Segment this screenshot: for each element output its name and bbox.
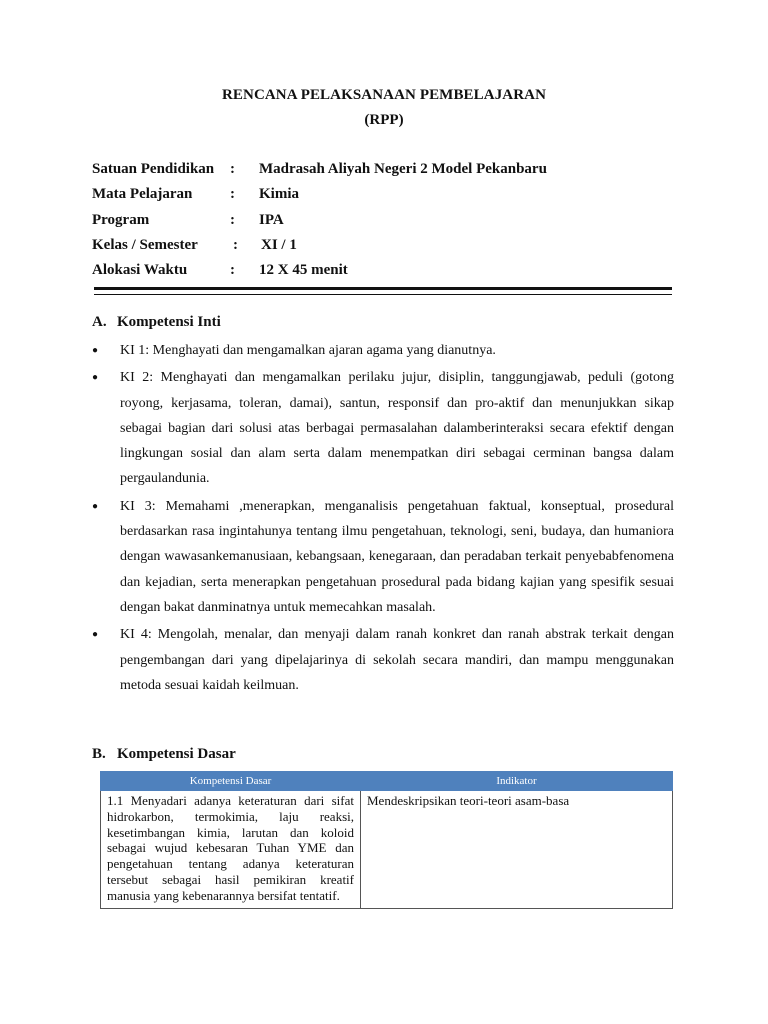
list-item [92, 338, 674, 363]
table-cell-indikator: Mendeskripsikan teori-teori asam-basa [361, 791, 673, 909]
info-label: Mata Pelajaran [92, 186, 193, 203]
ki-text: KI 1: Menghayati dan mengamalkan ajaran agama yang dianutnya. [120, 343, 496, 358]
info-value: XI / 1 [261, 236, 297, 253]
table-row [101, 791, 673, 909]
doc-title: RENCANA PELAKSANAAN PEMBELAJARAN [221, 87, 547, 103]
info-value: Madrasah Aliyah Negeri 2 Model Pekanbaru [259, 161, 547, 177]
info-value: 12 X 45 menit [259, 262, 348, 279]
info-colon: : [230, 186, 235, 203]
kompetensi-inti-list [92, 338, 674, 700]
info-colon: : [230, 161, 235, 177]
column-header-indikator: Indikator [361, 772, 673, 791]
doc-subtitle: (RPP) [364, 112, 404, 128]
table-header-row [101, 772, 673, 791]
list-item [92, 622, 674, 698]
info-colon: : [230, 211, 235, 228]
ki-text: KI 3: Memahami ,menerapkan, menganalisis pengetahuan faktual, konseptual, prosedural berdasarkan rasa ingintahunya tentang ilmu pengetahuan, teknologi, seni, budaya, dan humaniora dengan wawasankemanusiaan, kebangsaan, kenegaraan, dan peradaban terkait penyebabfenomena dan kejadian, serta menerapkan pengetahuan prosedural pada bidang kajian yang spesifik sesuai dengan bakat danminatnya untuk memecahkan masalah. [120, 498, 674, 615]
list-item [92, 365, 674, 491]
bullet-icon: ● [92, 372, 99, 384]
section-a-heading [92, 314, 221, 331]
info-value: IPA [259, 211, 284, 228]
kompetensi-dasar-table [100, 771, 673, 909]
list-item [92, 494, 674, 620]
section-letter: B. [92, 746, 106, 762]
column-header-kompetensi-dasar: Kompetensi Dasar [101, 772, 361, 791]
section-title: Kompetensi Inti [117, 314, 221, 330]
header-divider-thick [94, 287, 672, 290]
info-colon: : [230, 262, 235, 279]
bullet-icon: ● [92, 345, 99, 356]
ki-text: KI 4: Mengolah, menalar, dan menyaji dalam ranah konkret dan ranah abstrak terkait dengan pengembangan dari yang dipelajarinya di sekolah secara mandiri, dan mampu menggunakan metoda sesuai kaidah keilmuan. [120, 627, 674, 693]
table-cell-kompetensi-dasar: 1.1 Menyadari adanya keteraturan dari sifat hidrokarbon, termokimia, laju reaksi, kesetimbangan kimia, larutan dan koloid sebagai wujud kebesaran Tuhan YME dan pengetahuan tentang adanya keteraturan tersebut sebagai hasil pemikiran kreatif manusia yang kebenarannya bersifat tentatif. [101, 791, 361, 909]
info-label: Alokasi Waktu [92, 262, 188, 279]
info-label: Kelas / Semester [92, 236, 198, 253]
info-colon: : [233, 236, 238, 253]
ki-text: KI 2: Menghayati dan mengamalkan perilaku jujur, disiplin, tanggungjawab, peduli (gotong royong, kerjasama, toleran, damai), santun, responsif dan pro-aktif dan menunjukkan sikap sebagai bagian dari solusi atas berbagai permasalahan dalamberinteraksi secara efektif dengan lingkungan sosial dan alam serta dalam menempatkan diri sebagai cerminan bangsa dalam pergaulandunia. [120, 370, 674, 487]
info-label: Satuan Pendidikan [92, 161, 215, 177]
info-label: Program [92, 211, 150, 228]
header-divider-thin [94, 294, 672, 295]
section-title: Kompetensi Dasar [117, 746, 236, 762]
bullet-icon: ● [92, 629, 99, 641]
bullet-icon: ● [92, 500, 99, 512]
section-letter: A. [92, 314, 107, 330]
info-value: Kimia [259, 186, 299, 203]
section-b-heading [92, 746, 236, 763]
